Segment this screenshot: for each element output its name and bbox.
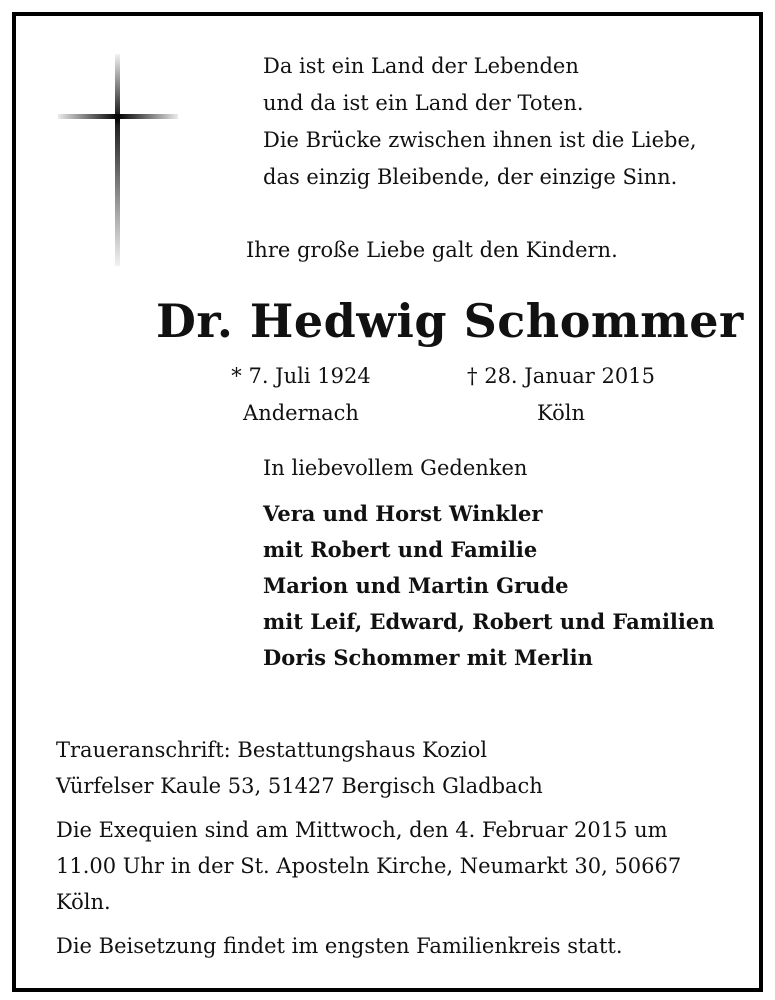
mourner-line: Vera und Horst Winkler	[263, 501, 543, 526]
mourners-list	[263, 496, 715, 676]
burial-info	[56, 928, 736, 964]
mourning-address	[56, 732, 736, 804]
birth-date: * 7. Juli 1924	[231, 364, 371, 388]
death-info	[446, 358, 676, 432]
address-line: Vürfelser Kaule 53, 51427 Bergisch Gladbach	[56, 774, 543, 798]
exequien-info	[56, 812, 736, 920]
poem	[263, 48, 733, 196]
mourners-intro: In liebevollem Gedenken	[263, 456, 528, 480]
poem-line: das einzig Bleibende, der einzige Sinn.	[263, 165, 678, 189]
mourner-line: mit Robert und Familie	[263, 537, 538, 562]
address-line: Traueranschrift: Bestattungshaus Koziol	[56, 738, 488, 762]
exequien-line: Die Exequien sind am Mittwoch, den 4. Februar 2015 um	[56, 818, 668, 842]
birth-info	[206, 358, 396, 432]
tagline: Ihre große Liebe galt den Kindern.	[246, 238, 618, 262]
cross-horizontal-bar	[58, 114, 178, 119]
mourner-line: Doris Schommer mit Merlin	[263, 645, 593, 670]
exequien-line: 11.00 Uhr in der St. Aposteln Kirche, Neumarkt 30, 50667	[56, 854, 682, 878]
poem-line: und da ist ein Land der Toten.	[263, 91, 584, 115]
poem-line: Die Brücke zwischen ihnen ist die Liebe,	[263, 128, 697, 152]
poem-line: Da ist ein Land der Lebenden	[263, 54, 579, 78]
mourner-line: mit Leif, Edward, Robert und Familien	[263, 609, 715, 634]
cross-icon	[58, 54, 178, 266]
deceased-name: Dr. Hedwig Schommer	[156, 294, 744, 348]
death-date: † 28. Januar 2015	[467, 364, 655, 388]
burial-line: Die Beisetzung findet im engsten Familienkreis statt.	[56, 934, 623, 958]
cross-vertical-bar	[115, 54, 120, 266]
birth-place: Andernach	[243, 401, 359, 425]
exequien-line: Köln.	[56, 890, 111, 914]
mourner-line: Marion und Martin Grude	[263, 573, 569, 598]
death-place: Köln	[536, 401, 585, 425]
obituary-notice	[12, 12, 763, 992]
